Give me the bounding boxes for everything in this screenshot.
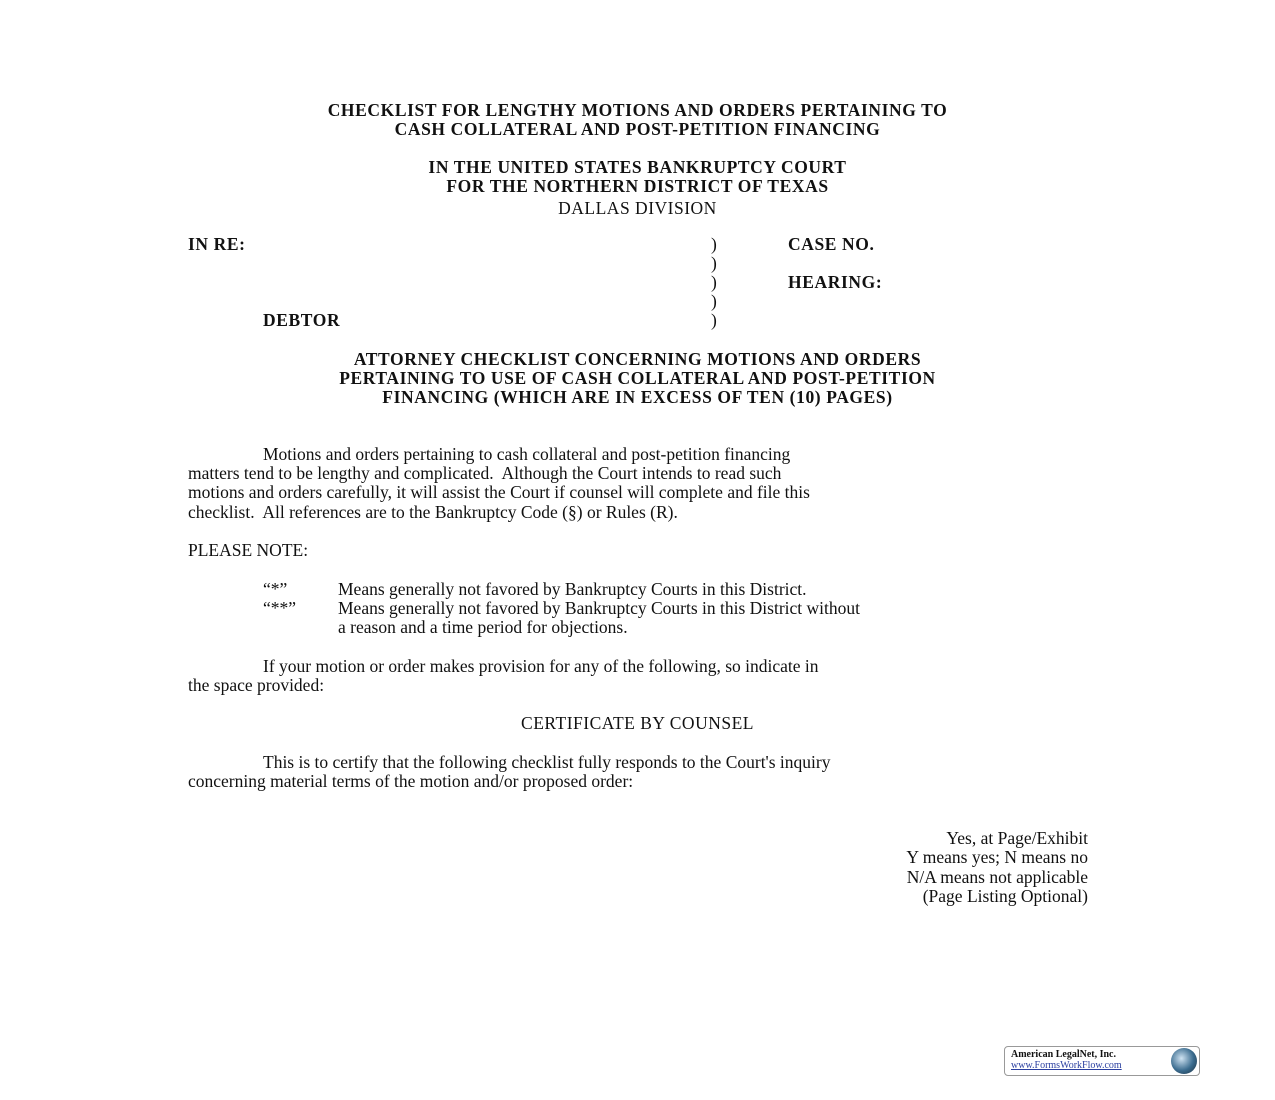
heading-line-3: FINANCING (WHICH ARE IN EXCESS OF TEN (10) PAGES) xyxy=(382,387,893,407)
caption-paren: ) xyxy=(711,272,717,292)
caption-paren: ) xyxy=(711,310,717,330)
certify-line: concerning material terms of the motion and/or proposed order: xyxy=(188,771,634,791)
if-line: If your motion or order makes provision for any of the following, so indicate in xyxy=(263,656,819,676)
note-text: Means generally not favored by Bankruptcy Courts in this District. xyxy=(338,579,807,599)
intro-line: Motions and orders pertaining to cash collateral and post-petition financing xyxy=(263,444,791,464)
logo-company: American LegalNet, Inc. xyxy=(1011,1049,1116,1060)
note-mark: “*” xyxy=(263,579,288,599)
court-line-2: FOR THE NORTHERN DISTRICT OF TEXAS xyxy=(446,176,829,196)
note-text: Means generally not favored by Bankruptcy Courts in this District without xyxy=(338,598,860,618)
legend-line: Y means yes; N means no xyxy=(906,847,1088,867)
legend-line: N/A means not applicable xyxy=(906,867,1088,887)
globe-icon xyxy=(1171,1048,1197,1074)
caption-paren: ) xyxy=(711,253,717,273)
if-line: the space provided: xyxy=(188,675,325,695)
title-line-1: CHECKLIST FOR LENGTHY MOTIONS AND ORDERS PERTAINING TO xyxy=(327,100,948,120)
caption-paren: ) xyxy=(711,291,717,311)
title-line-2: CASH COLLATERAL AND POST-PETITION FINANCING xyxy=(394,119,881,139)
intro-line: matters tend to be lengthy and complicated. Although the Court intends to read such xyxy=(188,463,782,483)
debtor-label: DEBTOR xyxy=(263,310,341,330)
please-note: PLEASE NOTE: xyxy=(188,540,309,560)
heading-line-1: ATTORNEY CHECKLIST CONCERNING MOTIONS AND ORDERS xyxy=(353,349,922,369)
in-re-label: IN RE: xyxy=(188,234,246,254)
logo-url-link[interactable]: www.FormsWorkFlow.com xyxy=(1011,1060,1122,1071)
legend-line: Yes, at Page/Exhibit xyxy=(946,828,1088,848)
intro-line: motions and orders carefully, it will assist the Court if counsel will complete and file this xyxy=(188,482,810,502)
certificate-heading: CERTIFICATE BY COUNSEL xyxy=(521,713,754,733)
heading-line-2: PERTAINING TO USE OF CASH COLLATERAL AND POST-PETITION xyxy=(339,368,936,388)
legend-line: (Page Listing Optional) xyxy=(922,886,1088,906)
case-no-label: CASE NO. xyxy=(788,234,875,254)
hearing-label: HEARING: xyxy=(788,272,883,292)
note-mark: “**” xyxy=(263,598,297,618)
footer-logo[interactable] xyxy=(1004,1046,1200,1076)
certify-line: This is to certify that the following checklist fully responds to the Court's inquiry xyxy=(263,752,831,772)
intro-line: checklist. All references are to the Bankruptcy Code (§) or Rules (R). xyxy=(188,502,678,522)
court-line-1: IN THE UNITED STATES BANKRUPTCY COURT xyxy=(428,157,847,177)
note-text: a reason and a time period for objections. xyxy=(338,617,628,637)
division: DALLAS DIVISION xyxy=(558,198,717,218)
caption-paren: ) xyxy=(711,234,717,254)
